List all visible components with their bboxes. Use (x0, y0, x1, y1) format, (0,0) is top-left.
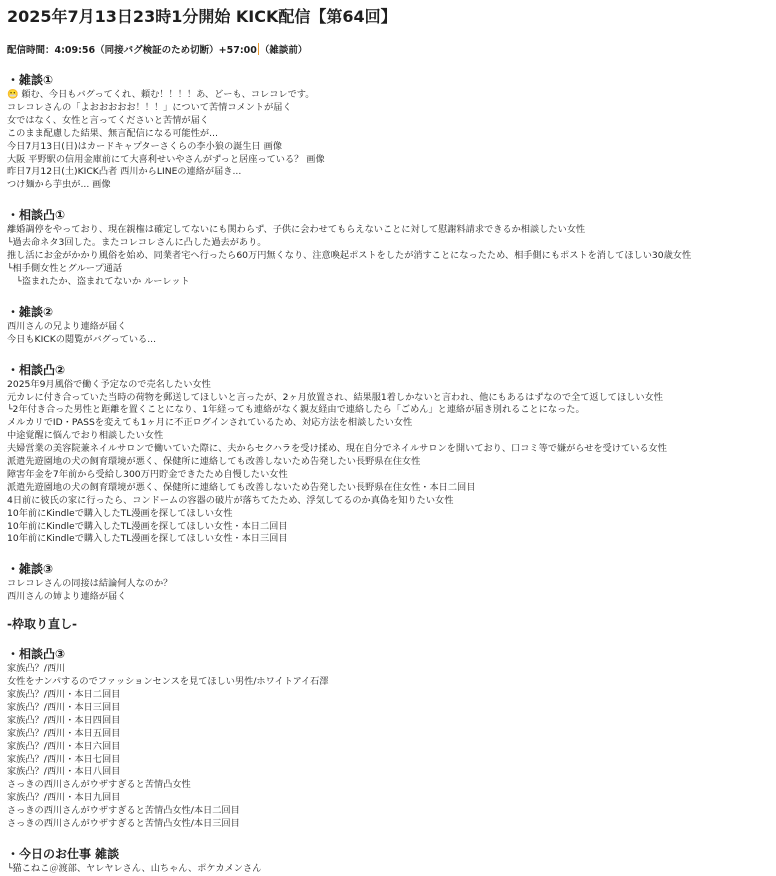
text-line: 西川さんの兄より連絡が届く (7, 320, 127, 332)
section-heading: ・雑談③ (7, 562, 54, 577)
text-line: 夫婦営業の美容院兼ネイルサロンで働いていた際に、夫からセクハラを受け揉め、現在自分でネイルサロンを開いており、口コミ等で嫌がらせを受けている女性 (7, 443, 667, 455)
text-line: 2025年9月風俗で働く予定なので売名したい女性 (7, 378, 211, 390)
reset-divider: -枠取り直し- (7, 617, 77, 632)
text-cursor (258, 43, 259, 55)
text-line: さっきの西川さんがウザすぎると苦情凸女性/本日二回目 (7, 805, 240, 817)
text-line: └盗まれたか、盗まれてないか ルーレット (7, 275, 190, 287)
text-line: コレコレさんの同接は結論何人なのか？ (7, 578, 173, 590)
text-line: 10年前にKindleで購入したTL漫画を探してほしい女性・本日三回目 (7, 533, 288, 545)
text-line: 元カレに付き合っていた当時の荷物を郵送してほしいと言ったが、2ヶ月放置され、結果服1着しかないと言われ、他にもあるはずなので全て返してほしい女性 (7, 391, 663, 403)
stream-duration-note: （雑談前） (259, 45, 308, 56)
text-line: さっきの西川さんがウザすぎると苦情凸女性/本日三回目 (7, 818, 240, 830)
text-line: └2年付き合った男性と距離を置くことになり、1年経っても連絡がなく親友経由で連絡したら「ごめん」と連絡が届き別れることになった。 (7, 404, 585, 416)
section (7, 846, 769, 876)
text-line: 😬 頼む、今日もバグってくれ、頼む！！！！あ、どーも、コレコレです。 (7, 89, 315, 100)
section (7, 304, 769, 347)
section (7, 561, 769, 604)
text-line: 4日前に彼氏の家に行ったら、コンドームの容器の破片が落ちてたため、浮気してるのか真偽を知りたい女性 (7, 494, 454, 506)
text-line: 大阪 平野駅の信用金庫前にて大喜利せいやさんがずっと居座っている？ 画像 (7, 153, 325, 165)
section-heading: ・相談凸② (7, 362, 66, 377)
text-line: 家族凸？/西川・本日五回目 (7, 727, 121, 739)
text-line: 家族凸？/西川 (7, 663, 66, 675)
section-heading: ・今日のお仕事 雑談 (7, 846, 120, 861)
text-line: 女ではなく、女性と言ってくださいと苦情が届く (7, 114, 209, 126)
section (7, 646, 769, 831)
text-line: さっきの西川さんがウザすぎると苦情凸女性 (7, 779, 191, 791)
text-line: つけ麺から芋虫が... 画像 (7, 179, 111, 191)
section-heading: ・相談凸③ (7, 647, 66, 662)
text-line: └過去命ネタ3回した。またコレコレさんに凸した過去があり。 (7, 237, 267, 249)
text-line: メルカリでID・PASSを変えても1ヶ月に不正ログインされているため、対応方法を相談したい女性 (7, 417, 413, 429)
section-heading: ・雑談② (7, 304, 54, 319)
text-line: 今日もKICKの閲覧がバグっている... (7, 333, 157, 345)
text-line: このまま配慮した結果、無言配信になる可能性が... (7, 127, 218, 139)
text-line: 中途覚醒に悩んでおり相談したい女性 (7, 430, 164, 442)
text-line: 派遣先遊園地の犬の飼育環境が悪く、保健所に連絡しても改善しないため告発したい長野県在住女性 (7, 456, 421, 468)
page-title: 2025年7月13日23時1分開始 KICK配信【第64回】 (7, 7, 397, 26)
text-line: 家族凸？/西川・本日六回目 (7, 740, 121, 752)
text-line: 派遣先遊園地の犬の飼育環境が悪く、保健所に連絡しても改善しないため告発したい長野県在住女性・本日二回目 (7, 481, 476, 493)
text-line: 昨日7月12日(土)KICK凸者 西川からLINEの連絡が届き... (7, 166, 242, 178)
text-line: 女性をナンパするのでファッションセンスを見てほしい男性/ホワイトアイ石澤 (7, 676, 329, 688)
text-line: 家族凸？/西川・本日四回目 (7, 714, 121, 726)
text-line: 推し活にお金がかかり風俗を始め、同業者宅へ行ったら60万円無くなり、注意喚起ポストをしたが消すことになったため、相手側にもポストを消してほしい30歳女性 (7, 250, 692, 262)
stream-duration-text: 配信時間：4:09:56（同接バグ検証のため切断）+57:00 (7, 45, 257, 56)
text-line: 家族凸？/西川・本日九回目 (7, 792, 121, 804)
stream-duration[interactable] (7, 43, 769, 58)
text-line: 家族凸？/西川・本日二回目 (7, 689, 121, 700)
section-heading: ・雑談① (7, 73, 54, 87)
text-line: 西川さんの姉より連絡が届く (7, 591, 127, 603)
sections-part-2 (7, 646, 769, 876)
text-line: 家族凸？/西川・本日三回目 (7, 701, 121, 713)
text-line: 家族凸？/西川・本日七回目 (7, 753, 121, 765)
text-line: コレコレさんの「よおおおおお！！！」について苦情コメントが届く (7, 101, 292, 113)
text-line: 10年前にKindleで購入したTL漫画を探してほしい女性・本日二回目 (7, 520, 288, 532)
text-line: └相手側女性とグループ通話 (7, 262, 123, 274)
text-line: 離婚調停をやっており、現在親権は確定してないにも関わらず、子供に会わせてもらえないことに対して慰謝料請求できるか相談したい女性 (7, 224, 586, 236)
text-line: 今日7月13日(日)はカードキャプターさくらの李小狼の誕生日 画像 (7, 140, 283, 152)
section (7, 72, 769, 192)
section (7, 207, 769, 289)
section-heading: ・相談凸① (7, 208, 66, 223)
text-line: 家族凸？/西川・本日八回目 (7, 766, 121, 778)
sections-part-1 (7, 72, 769, 604)
text-line: └猫こねこ＠渡部、ヤレヤレさん、山ちゃん、ポケカメンさん (7, 862, 262, 874)
text-line: 10年前にKindleで購入したTL漫画を探してほしい女性 (7, 507, 233, 519)
text-line: 障害年金を7年前から受給し300万円貯金できたため自慢したい女性 (7, 468, 288, 480)
section (7, 362, 769, 547)
